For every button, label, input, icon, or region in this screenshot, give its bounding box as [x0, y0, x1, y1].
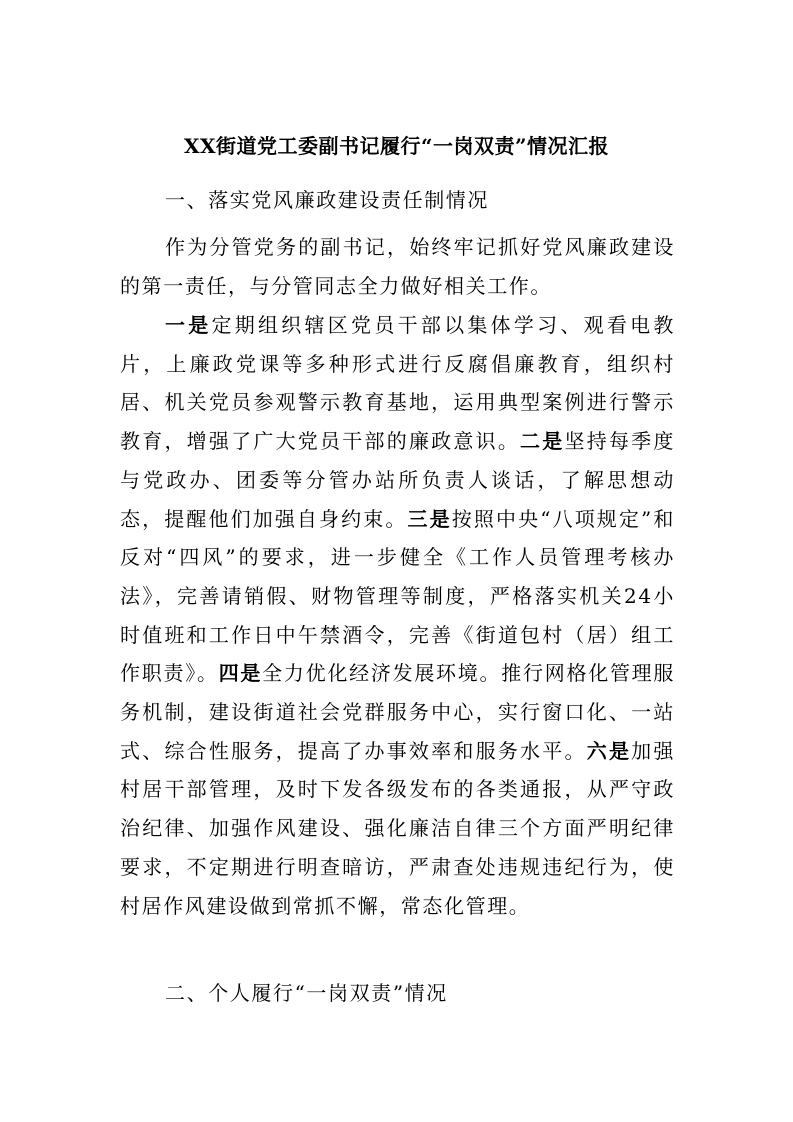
main-paragraph	[120, 306, 675, 925]
point-4-text: 全力优化经济发展环境。推行网格化管理服务机制，建设街道社会党群服务中心，实行窗口化、一站式、综合性服务，提高了办事效率和服务水平。	[120, 661, 676, 763]
point-3-text: 按照中央“八项规定”和反对“四风”的要求，进一步健全《工作人员管理考核办法》，完善请销假、财物管理等制度，严格落实机关24小时值班和工作日中午禁酒令，完善《街道包村（居）组工作职责》。	[120, 506, 675, 686]
point-2-label: 二是	[520, 429, 565, 454]
point-1-label: 一是	[165, 313, 212, 337]
point-3-label: 三是	[407, 506, 452, 531]
point-2-text: 坚持每季度与党政办、团委等分管办站所负责人谈话，了解思想动态，提醒他们加强自身约束。	[120, 429, 675, 531]
point-1-text: 定期组织辖区党员干部以集体学习、观看电教片，上廉政党课等多种形式进行反腐倡廉教育，组织村居、机关党员参观警示教育基地，运用典型案例进行警示教育，增强了广大党员干部的廉政意识。	[120, 313, 675, 454]
point-6-text: 加强村居干部管理，及时下发各级发布的各类通报，从严守政治纪律、加强作风建设、强化廉洁自律三个方面严明纪律要求，不定期进行明查暗访，严肃查处违规违纪行为，使村居作风建设做到常抓不懈，常态化管理。	[120, 738, 675, 918]
point-4-label: 四是	[218, 661, 263, 686]
intro-paragraph: 作为分管党务的副书记，始终牢记抓好党风廉政建设的第一责任，与分管同志全力做好相关工作。	[120, 235, 675, 298]
point-6-label: 六是	[586, 738, 632, 763]
document-title: XX街道党工委副书记履行“一岗双责”情况汇报	[183, 134, 610, 158]
section-heading-2: 二、个人履行“一岗双责”情况	[165, 981, 448, 1005]
section-heading-1: 一、落实党风廉政建设责任制情况	[165, 188, 489, 212]
